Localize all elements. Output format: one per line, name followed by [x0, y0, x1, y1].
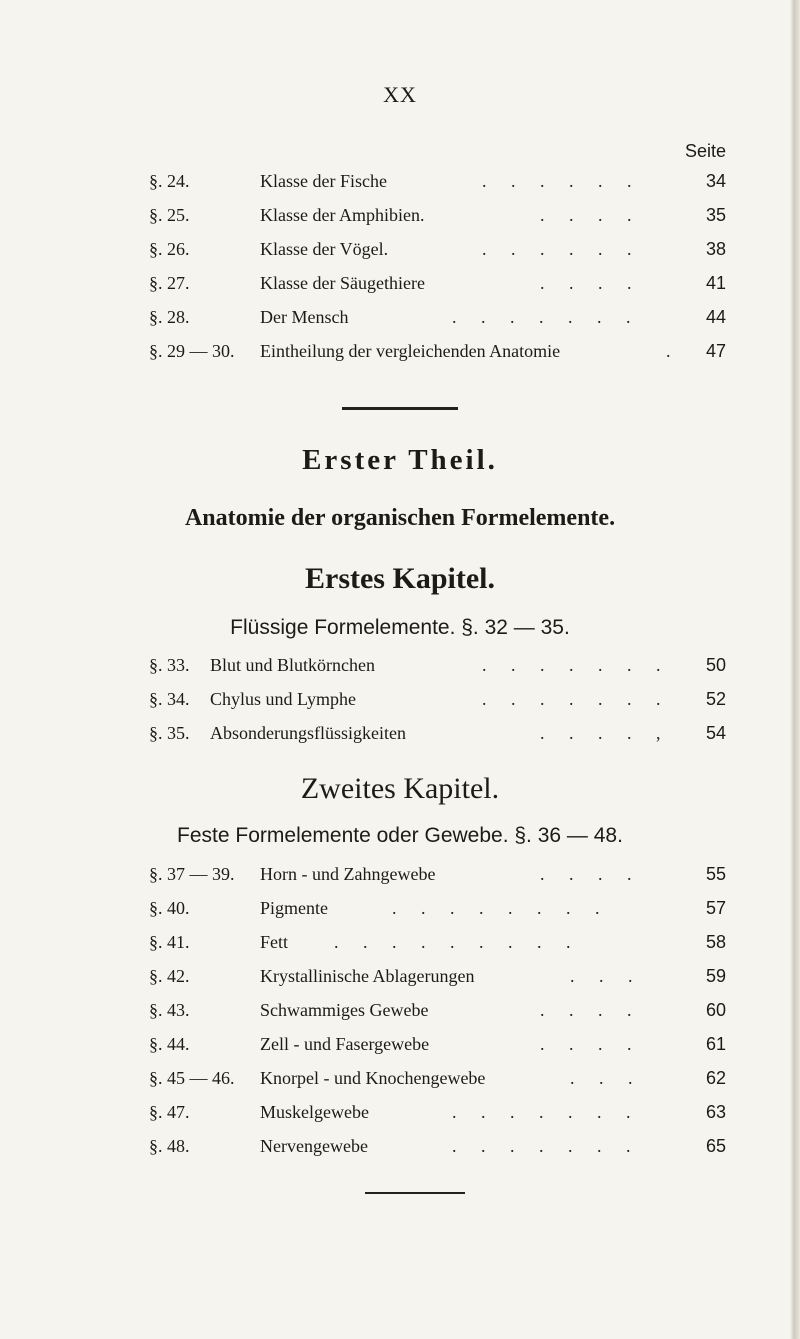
toc-page: 47	[705, 341, 726, 361]
toc-row	[0, 1102, 800, 1130]
toc-page: 62	[705, 1068, 726, 1088]
toc-dots: . . .	[570, 966, 643, 986]
toc-row	[0, 966, 800, 994]
toc-page: 65	[705, 1136, 726, 1156]
toc-row	[0, 898, 800, 926]
toc-row	[0, 205, 800, 233]
toc-paragraph: §. 47.	[149, 1102, 190, 1122]
page-number: XX	[383, 82, 417, 107]
toc-title: Fett	[260, 932, 289, 952]
toc-row	[0, 171, 800, 199]
toc-page: 52	[705, 689, 726, 709]
chapter1-subtitle: Flüssige Formelemente. §. 32 — 35.	[230, 616, 570, 639]
toc-title: Der Mensch	[260, 307, 349, 327]
toc-title: Krystallinische Ablagerungen	[260, 966, 475, 986]
toc-page: 54	[705, 723, 726, 743]
part-heading: Erster Theil.	[302, 444, 498, 476]
toc-paragraph: §. 37 — 39.	[149, 864, 235, 884]
toc-row	[0, 1000, 800, 1028]
toc-title: Klasse der Amphibien.	[260, 205, 425, 225]
toc-row	[0, 932, 800, 960]
toc-page: 58	[705, 932, 726, 952]
toc-paragraph: §. 41.	[149, 932, 190, 952]
chapter2-subtitle: Feste Formelemente oder Gewebe. §. 36 — 48.	[177, 824, 623, 847]
toc-dots: . . . .	[540, 273, 642, 293]
toc-page: 60	[705, 1000, 726, 1020]
toc-row	[0, 341, 800, 369]
toc-dots: . . . . . . .	[452, 1102, 641, 1122]
chapter1-heading: Erstes Kapitel.	[305, 562, 495, 595]
toc-title: Klasse der Fische	[260, 171, 387, 191]
toc-row	[0, 1136, 800, 1164]
toc-page: 59	[705, 966, 726, 986]
divider-rule	[342, 407, 458, 410]
toc-dots: . . . .	[540, 1034, 642, 1054]
toc-dots: . . . . . . .	[452, 1136, 641, 1156]
toc-title: Muskelgewebe	[260, 1102, 369, 1122]
toc-row	[0, 1034, 800, 1062]
toc-row	[0, 307, 800, 335]
toc-title: Schwammiges Gewebe	[260, 1000, 429, 1020]
toc-dots: . . .	[570, 1068, 643, 1088]
toc-paragraph: §. 43.	[149, 1000, 190, 1020]
toc-page: 63	[705, 1102, 726, 1122]
toc-dots: .	[666, 341, 681, 361]
toc-paragraph: §. 24.	[149, 171, 190, 191]
toc-row	[0, 689, 800, 717]
toc-paragraph: §. 26.	[149, 239, 190, 259]
toc-title: Klasse der Säugethiere	[260, 273, 425, 293]
toc-dots: . . . . . .	[482, 171, 642, 191]
toc-title: Pigmente	[260, 898, 328, 918]
toc-page: 34	[705, 171, 726, 191]
toc-dots: . . . . . . .	[482, 655, 671, 675]
toc-paragraph: §. 40.	[149, 898, 190, 918]
toc-page: 61	[705, 1034, 726, 1054]
chapter2-heading: Zweites Kapitel.	[300, 772, 500, 805]
toc-page: 35	[705, 205, 726, 225]
toc-paragraph: §. 33.	[149, 655, 190, 675]
toc-title: Chylus und Lymphe	[210, 689, 357, 709]
toc-paragraph: §. 29 — 30.	[149, 341, 235, 361]
toc-paragraph: §. 48.	[149, 1136, 190, 1156]
toc-dots: . . . . . .	[482, 239, 642, 259]
toc-title: Eintheilung der vergleichenden Anatomie	[260, 341, 561, 361]
toc-page: 44	[705, 307, 726, 327]
toc-page: 57	[705, 898, 726, 918]
toc-row	[0, 723, 800, 751]
toc-row	[0, 273, 800, 301]
toc-title: Zell - und Fasergewebe	[260, 1034, 430, 1054]
toc-title: Absonderungsflüssigkeiten	[210, 723, 406, 743]
toc-paragraph: §. 42.	[149, 966, 190, 986]
seite-column-label: Seite	[684, 141, 726, 161]
toc-dots: . . . . . . . .	[392, 898, 610, 918]
toc-title: Blut und Blutkörnchen	[210, 655, 375, 675]
bottom-divider-rule	[365, 1192, 465, 1194]
toc-paragraph: §. 34.	[149, 689, 190, 709]
toc-title: Knorpel - und Knochengewebe	[260, 1068, 486, 1088]
toc-dots: . . . .	[540, 864, 642, 884]
toc-row	[0, 864, 800, 892]
toc-row	[0, 655, 800, 683]
toc-title: Horn - und Zahngewebe	[260, 864, 436, 884]
toc-paragraph: §. 25.	[149, 205, 190, 225]
toc-title: Nervengewebe	[260, 1136, 368, 1156]
toc-paragraph: §. 28.	[149, 307, 190, 327]
toc-page: 50	[705, 655, 726, 675]
toc-paragraph: §. 27.	[149, 273, 190, 293]
toc-dots: . . . . . . .	[452, 307, 641, 327]
toc-dots: . . . .	[540, 1000, 642, 1020]
toc-row	[0, 1068, 800, 1096]
toc-page: 38	[705, 239, 726, 259]
toc-row	[0, 239, 800, 267]
toc-dots: . . . . . . .	[482, 689, 671, 709]
part-subtitle: Anatomie der organischen Formelemente.	[184, 505, 616, 531]
toc-paragraph: §. 35.	[149, 723, 190, 743]
toc-dots: . . . .	[540, 205, 642, 225]
toc-paragraph: §. 44.	[149, 1034, 190, 1054]
toc-page: 41	[705, 273, 726, 293]
toc-title: Klasse der Vögel.	[260, 239, 389, 259]
toc-page: 55	[705, 864, 726, 884]
toc-paragraph: §. 45 — 46.	[149, 1068, 235, 1088]
toc-dots: . . . . ,	[540, 723, 671, 743]
toc-dots: . . . . . . . . .	[334, 932, 581, 952]
